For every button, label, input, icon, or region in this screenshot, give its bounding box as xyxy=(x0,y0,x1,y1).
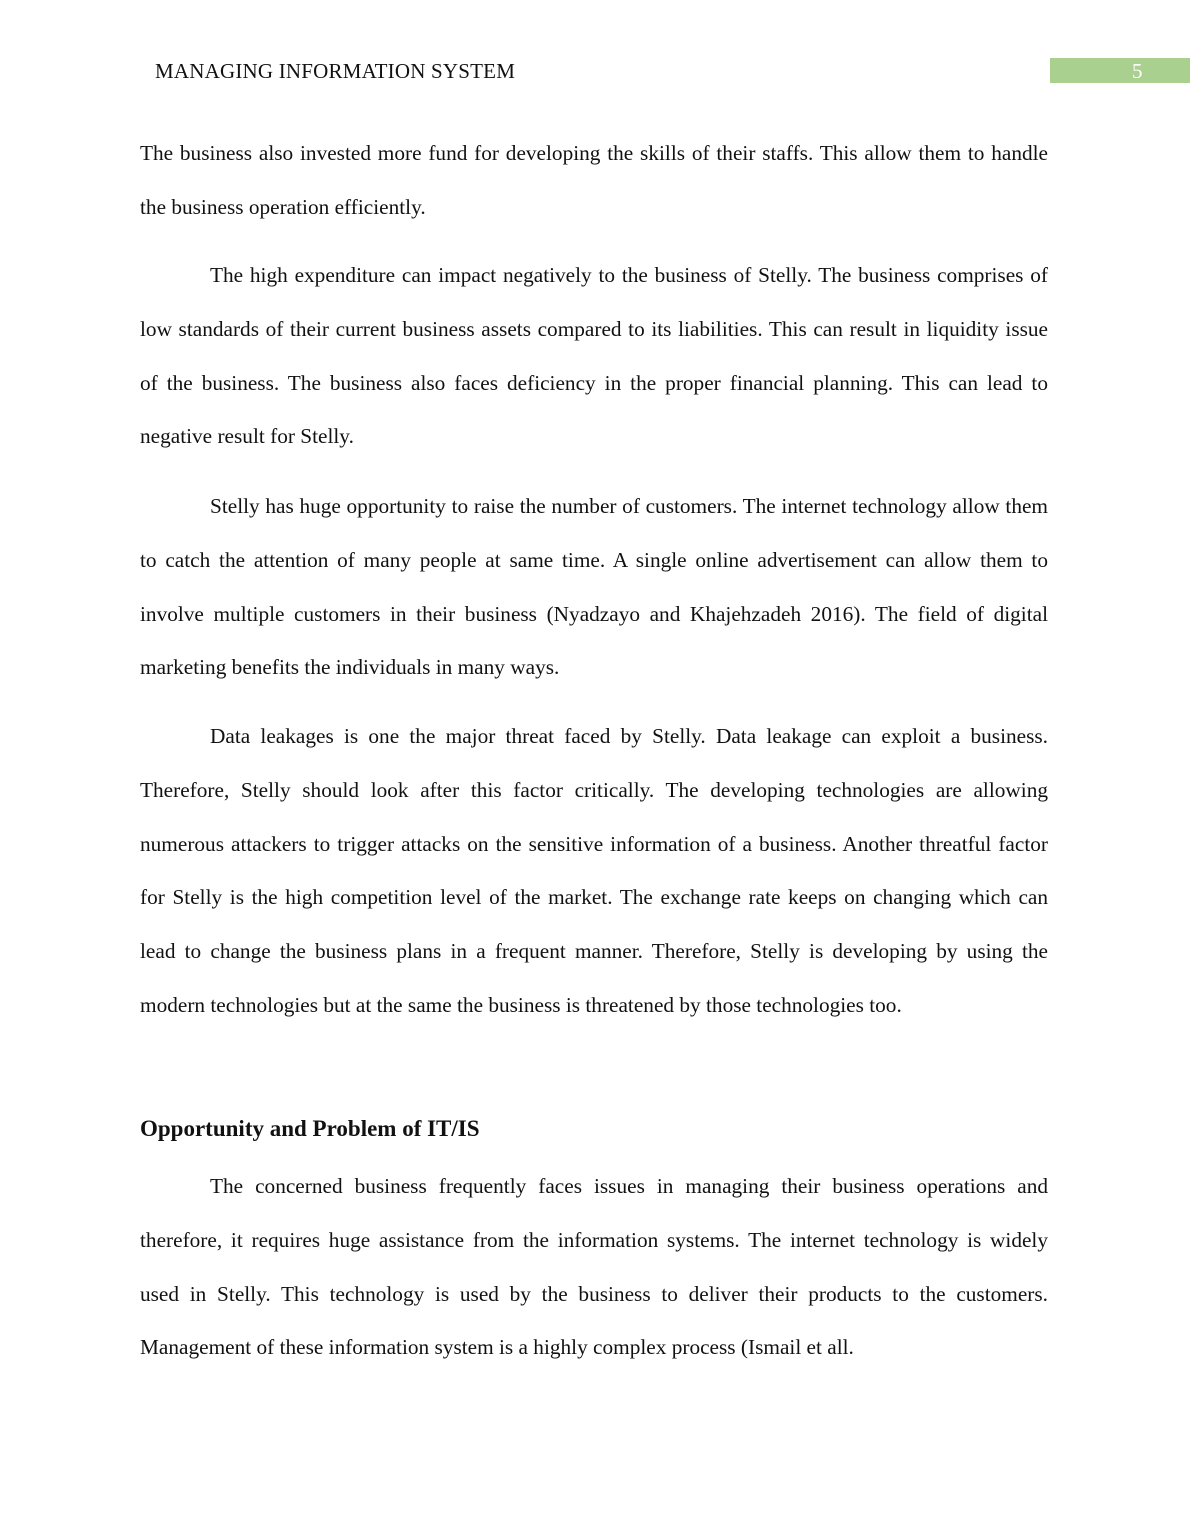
running-header-title: MANAGING INFORMATION SYSTEM xyxy=(155,59,516,83)
page-number-box xyxy=(1050,58,1190,83)
body-paragraph-4: Data leakages is one the major threat faced by Stelly. Data leakage can exploit a business. Therefore, Stelly should look after this factor critically. The developing technologies are allowing numerous attackers to trigger attacks on the sensitive information of a business. Another threatful factor for Stelly is the high competition level of the market. The exchange rate keeps on changing which can lead to change the business plans in a frequent manner. Therefore, Stelly is developing by using the modern technologies but at the same the business is threatened by those technologies too. xyxy=(140,724,1048,1017)
body-paragraph-1: The business also invested more fund for developing the skills of their staffs. This allow them to handle the business operation efficiently. xyxy=(140,141,1048,219)
body-paragraph-3: Stelly has huge opportunity to raise the number of customers. The internet technology allow them to catch the attention of many people at same time. A single online advertisement can allow them to involve multiple customers in their business (Nyadzayo and Khajehzadeh 2016). The field of digital marketing benefits the individuals in many ways. xyxy=(140,494,1048,680)
section-paragraph: The concerned business frequently faces issues in managing their business operations and therefore, it requires huge assistance from the information systems. The internet technology is widely used in Stelly. This technology is used by the business to deliver their products to the customers. Management of these information system is a highly complex process (Ismail et all. xyxy=(140,1174,1048,1360)
section-heading: Opportunity and Problem of IT/IS xyxy=(140,1116,480,1141)
body-paragraph-2: The high expenditure can impact negatively to the business of Stelly. The business comprises of low standards of their current business assets compared to its liabilities. This can result in liquidity issue of the business. The business also faces deficiency in the proper financial planning. This can lead to negative result for Stelly. xyxy=(140,263,1048,449)
page-number: 5 xyxy=(1132,59,1143,83)
